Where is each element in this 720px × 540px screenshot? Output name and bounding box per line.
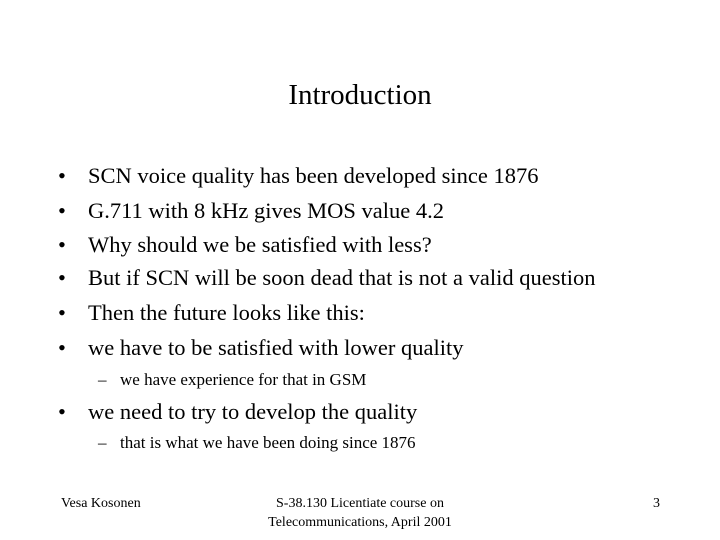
bullet-text: we have to be satisfied with lower quality	[88, 335, 464, 360]
bullet-item	[58, 160, 698, 192]
bullet-icon: •	[58, 163, 66, 188]
page-number: 3	[653, 496, 660, 511]
footer-course-line: S-38.130 Licentiate course on	[276, 496, 444, 511]
footer-course-line: Telecommunications, April 2001	[268, 515, 452, 530]
bullet-text: SCN voice quality has been developed since 1876	[88, 163, 539, 188]
bullet-icon: •	[58, 198, 66, 223]
bullet-item	[58, 297, 698, 329]
dash-icon: –	[98, 433, 107, 452]
bullet-item	[58, 332, 698, 364]
sub-bullet-text: that is what we have been doing since 1876	[120, 433, 416, 452]
bullet-text: But if SCN will be soon dead that is not a valid question	[88, 265, 596, 290]
sub-bullet-item	[98, 367, 678, 393]
bullet-item	[58, 229, 698, 261]
dash-icon: –	[98, 370, 107, 389]
slide-title: Introduction	[288, 79, 432, 111]
bullet-icon: •	[58, 265, 66, 290]
bullet-text: Then the future looks like this:	[88, 300, 365, 325]
bullet-icon: •	[58, 300, 66, 325]
sub-bullet-item	[98, 430, 678, 456]
bullet-item	[58, 262, 698, 294]
bullet-item	[58, 396, 698, 428]
bullet-text: we need to try to develop the quality	[88, 399, 418, 424]
bullet-text: Why should we be satisfied with less?	[88, 232, 432, 257]
bullet-icon: •	[58, 399, 66, 424]
footer-author: Vesa Kosonen	[61, 496, 141, 511]
bullet-text: G.711 with 8 kHz gives MOS value 4.2	[88, 198, 445, 223]
sub-bullet-text: we have experience for that in GSM	[120, 370, 367, 389]
bullet-icon: •	[58, 335, 66, 360]
bullet-icon: •	[58, 232, 66, 257]
bullet-item	[58, 195, 698, 227]
footer-course	[210, 494, 510, 532]
